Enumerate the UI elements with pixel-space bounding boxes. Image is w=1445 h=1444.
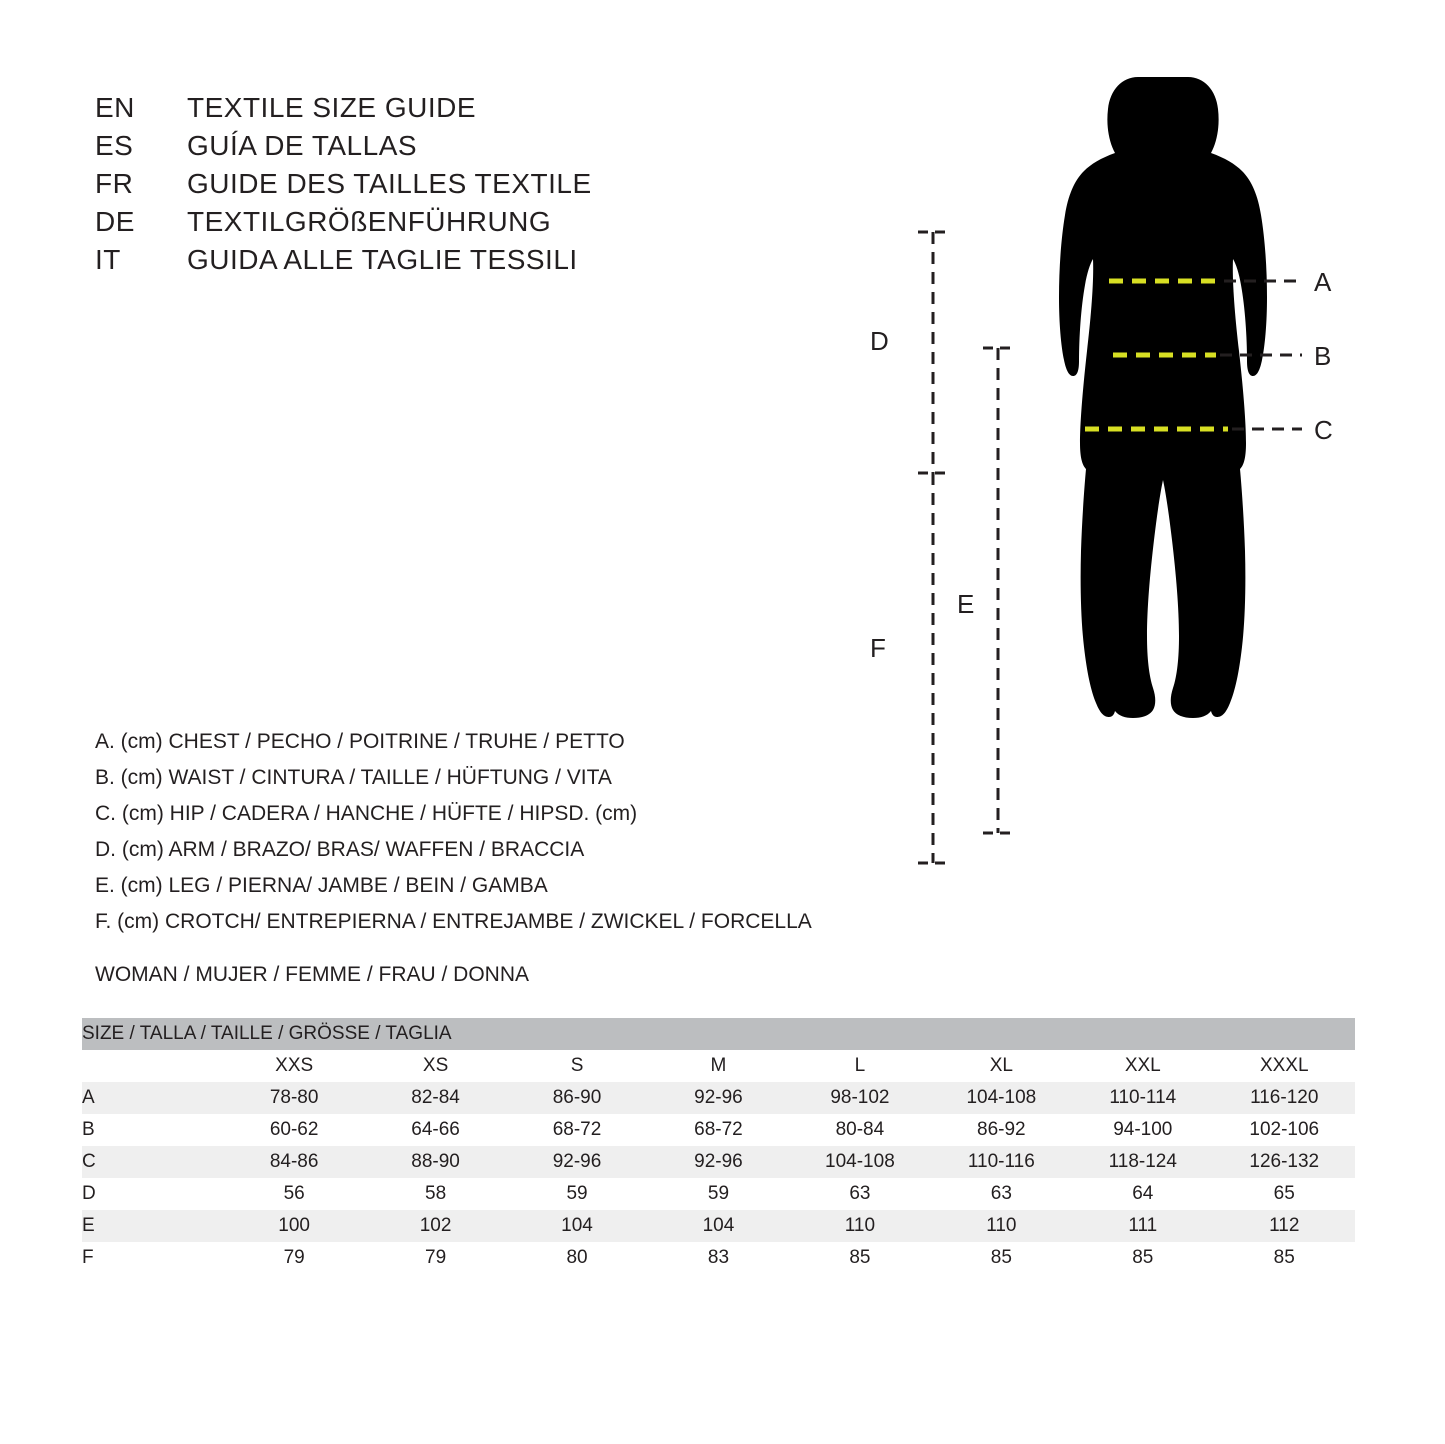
woman-silhouette-icon [1059,77,1267,718]
cell-b-xxl: 94-100 [1072,1114,1213,1146]
cell-a-xs: 82-84 [365,1082,506,1114]
cell-a-xxl: 110-114 [1072,1082,1213,1114]
title-block [95,92,592,282]
cell-a-xl: 104-108 [931,1082,1072,1114]
measurement-legend [95,724,812,940]
size-table [82,1018,1355,1274]
table-row [82,1082,1355,1114]
cell-e-xxxl: 112 [1214,1210,1356,1242]
cell-a-s: 86-90 [506,1082,647,1114]
legend-item-b: B. (cm) WAIST / CINTURA / TAILLE / HÜFTUNG / VITA [95,766,612,789]
title-lang-fr: FR [95,168,134,199]
cell-b-xxxl: 102-106 [1214,1114,1356,1146]
cell-a-xxxl: 116-120 [1214,1082,1356,1114]
column-head-s: S [506,1050,647,1082]
legend-item-d: D. (cm) ARM / BRAZO/ BRAS/ WAFFEN / BRACCIA [95,838,585,861]
legend-item-c: C. (cm) HIP / CADERA / HANCHE / HÜFTE / HIPSD. (cm) [95,802,638,825]
column-head-xs: XS [365,1050,506,1082]
table-band-label: SIZE / TALLA / TAILLE / GRÖSSE / TAGLIA [82,1018,1355,1050]
marker-label-e: E [957,589,975,619]
cell-d-s: 59 [506,1178,647,1210]
title-lang-it: IT [95,244,121,275]
title-row-es [95,130,592,168]
cell-a-m: 92-96 [648,1082,789,1114]
cell-b-xs: 64-66 [365,1114,506,1146]
title-row-fr [95,168,592,206]
cell-d-xxs: 56 [223,1178,364,1210]
cell-c-xxxl: 126-132 [1214,1146,1356,1178]
cell-d-m: 59 [648,1178,789,1210]
cell-b-xxs: 60-62 [223,1114,364,1146]
cell-e-xs: 102 [365,1210,506,1242]
column-head-xxl: XXL [1072,1050,1213,1082]
column-head-xl: XL [931,1050,1072,1082]
title-text-es: GUÍA DE TALLAS [187,130,418,161]
cell-e-m: 104 [648,1210,789,1242]
title-lang-de: DE [95,206,135,237]
cell-c-xxs: 84-86 [223,1146,364,1178]
cell-e-xl: 110 [931,1210,1072,1242]
row-label-e: E [82,1210,223,1242]
column-head-m: M [648,1050,789,1082]
cell-b-m: 68-72 [648,1114,789,1146]
table-row [82,1242,1355,1274]
cell-e-s: 104 [506,1210,647,1242]
crotch-measure-bracket [918,473,948,863]
table-row [82,1178,1355,1210]
title-row-it [95,244,592,282]
arm-measure-bracket [918,232,948,473]
marker-label-f: F [870,633,886,663]
cell-f-xl: 85 [931,1242,1072,1274]
table-row [82,1114,1355,1146]
column-head-blank [82,1050,223,1082]
cell-c-xs: 88-90 [365,1146,506,1178]
column-head-xxs: XXS [223,1050,364,1082]
table-header-row [82,1050,1355,1082]
cell-f-l: 85 [789,1242,930,1274]
cell-c-m: 92-96 [648,1146,789,1178]
cell-c-l: 104-108 [789,1146,930,1178]
cell-d-xs: 58 [365,1178,506,1210]
cell-f-xs: 79 [365,1242,506,1274]
column-head-l: L [789,1050,930,1082]
cell-e-xxl: 111 [1072,1210,1213,1242]
cell-a-l: 98-102 [789,1082,930,1114]
title-lang-es: ES [95,130,134,161]
cell-d-xl: 63 [931,1178,1072,1210]
row-label-a: A [82,1082,223,1114]
row-label-c: C [82,1146,223,1178]
cell-c-xxl: 118-124 [1072,1146,1213,1178]
cell-f-xxs: 79 [223,1242,364,1274]
cell-a-xxs: 78-80 [223,1082,364,1114]
cell-c-xl: 110-116 [931,1146,1072,1178]
table-band-row [82,1018,1355,1050]
size-table-wrapper [82,1018,1355,1274]
row-label-b: B [82,1114,223,1146]
cell-b-xl: 86-92 [931,1114,1072,1146]
legend-item-e: E. (cm) LEG / PIERNA/ JAMBE / BEIN / GAMBA [95,874,548,897]
marker-label-c: C [1314,415,1333,445]
legend-item-f: F. (cm) CROTCH/ ENTREPIERNA / ENTREJAMBE / ZWICKEL / FORCELLA [95,910,812,933]
gender-group-label: WOMAN / MUJER / FEMME / FRAU / DONNA [95,963,529,986]
title-text-de: TEXTILGRÖßENFÜHRUNG [187,206,552,237]
title-text-en: TEXTILE SIZE GUIDE [187,92,477,123]
cell-f-s: 80 [506,1242,647,1274]
row-label-f: F [82,1242,223,1274]
title-text-fr: GUIDE DES TAILLES TEXTILE [187,168,592,199]
table-row [82,1146,1355,1178]
marker-label-b: B [1314,341,1332,371]
cell-f-xxxl: 85 [1214,1242,1356,1274]
column-head-xxxl: XXXL [1214,1050,1356,1082]
cell-f-m: 83 [648,1242,789,1274]
title-row-de [95,206,592,244]
legend-item-a: A. (cm) CHEST / PECHO / POITRINE / TRUHE / PETTO [95,730,625,753]
cell-d-l: 63 [789,1178,930,1210]
cell-c-s: 92-96 [506,1146,647,1178]
title-row-en [95,92,592,130]
marker-label-d: D [870,326,889,356]
cell-b-l: 80-84 [789,1114,930,1146]
cell-f-xxl: 85 [1072,1242,1213,1274]
title-text-it: GUIDA ALLE TAGLIE TESSILI [187,244,578,275]
cell-e-xxs: 100 [223,1210,364,1242]
cell-d-xxl: 64 [1072,1178,1213,1210]
title-lang-en: EN [95,92,135,123]
cell-d-xxxl: 65 [1214,1178,1356,1210]
marker-label-a: A [1314,267,1332,297]
body-measurement-diagram [820,55,1380,895]
leg-measure-bracket [983,348,1013,833]
row-label-d: D [82,1178,223,1210]
cell-b-s: 68-72 [506,1114,647,1146]
cell-e-l: 110 [789,1210,930,1242]
table-row [82,1210,1355,1242]
